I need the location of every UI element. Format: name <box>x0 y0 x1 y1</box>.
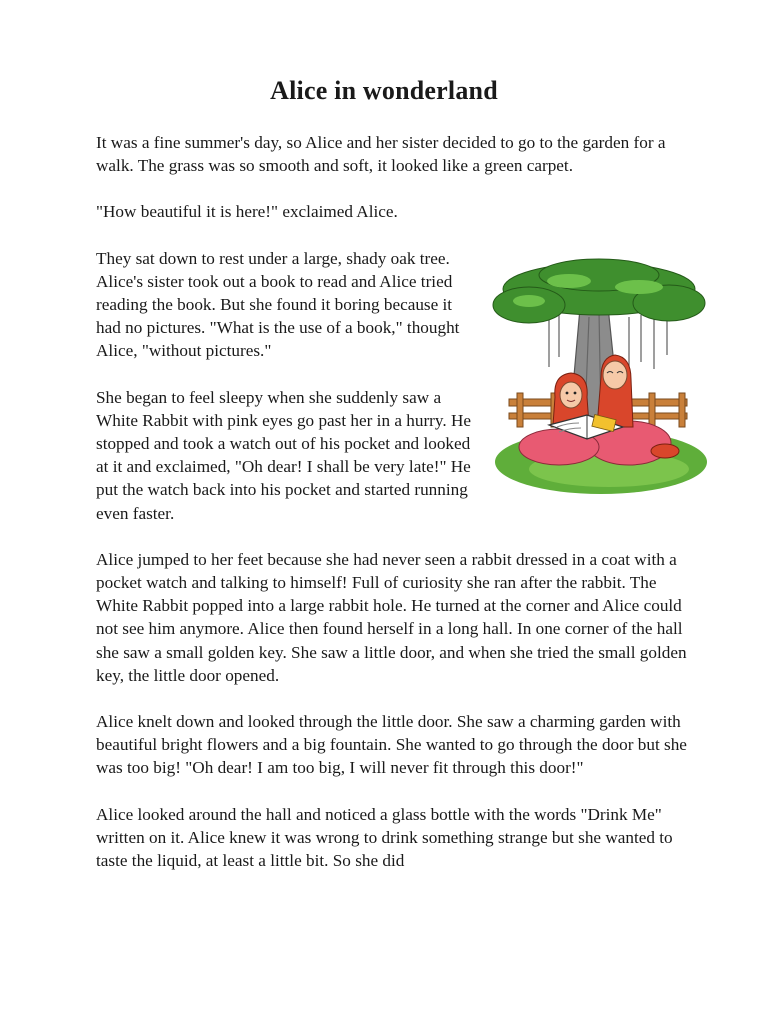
page-title: Alice in wonderland <box>270 76 498 105</box>
paragraph-6: Alice knelt down and looked through the little door. She saw a charming garden with beautiful bright flowers and a big fountain. She wanted to go through the door but she was too big! "Oh dear! I am too big, I will never fit through this door!" <box>96 712 687 778</box>
paragraph-7: Alice looked around the hall and noticed a glass bottle with the words "Drink Me" written on it. Alice knew it was wrong to drink something strange but she wanted to taste the liquid, at least a little bit. So she did <box>96 804 673 871</box>
story-body <box>96 131 692 895</box>
alice-and-sister-under-tree-illustration <box>489 257 707 495</box>
paragraph-2: "How beautiful it is here!" exclaimed Alice. <box>96 202 398 222</box>
paragraph-4: She began to feel sleepy when she suddenly saw a White Rabbit with pink eyes go past her in a hurry. He stopped and took a watch out of his pocket and looked at it and exclaimed, "Oh dear! I shall be very late!" He put the watch back into his pocket and started running even faster. <box>96 387 472 523</box>
paragraph-3: They sat down to rest under a large, shady oak tree. Alice's sister took out a book to read and Alice tried reading the book. But she found it boring because it had no pictures. "What is the use of a book," thought Alice, "without pictures." <box>96 248 460 361</box>
paragraph-1: It was a fine summer's day, so Alice and her sister decided to go to the garden for a walk. The grass was so smooth and soft, it looked like a green carpet. <box>96 133 666 176</box>
paragraph-5: Alice jumped to her feet because she had never seen a rabbit dressed in a coat with a pocket watch and talking to himself! Full of curiosity she ran after the rabbit. The White Rabbit popped into a large rabbit hole. He turned at the corner and Alice could not see him anymore. Alice then found herself in a long hall. In one corner of the hall she saw a small golden key. She saw a little door, and when she tried the small golden key, the little door opened. <box>96 549 687 685</box>
